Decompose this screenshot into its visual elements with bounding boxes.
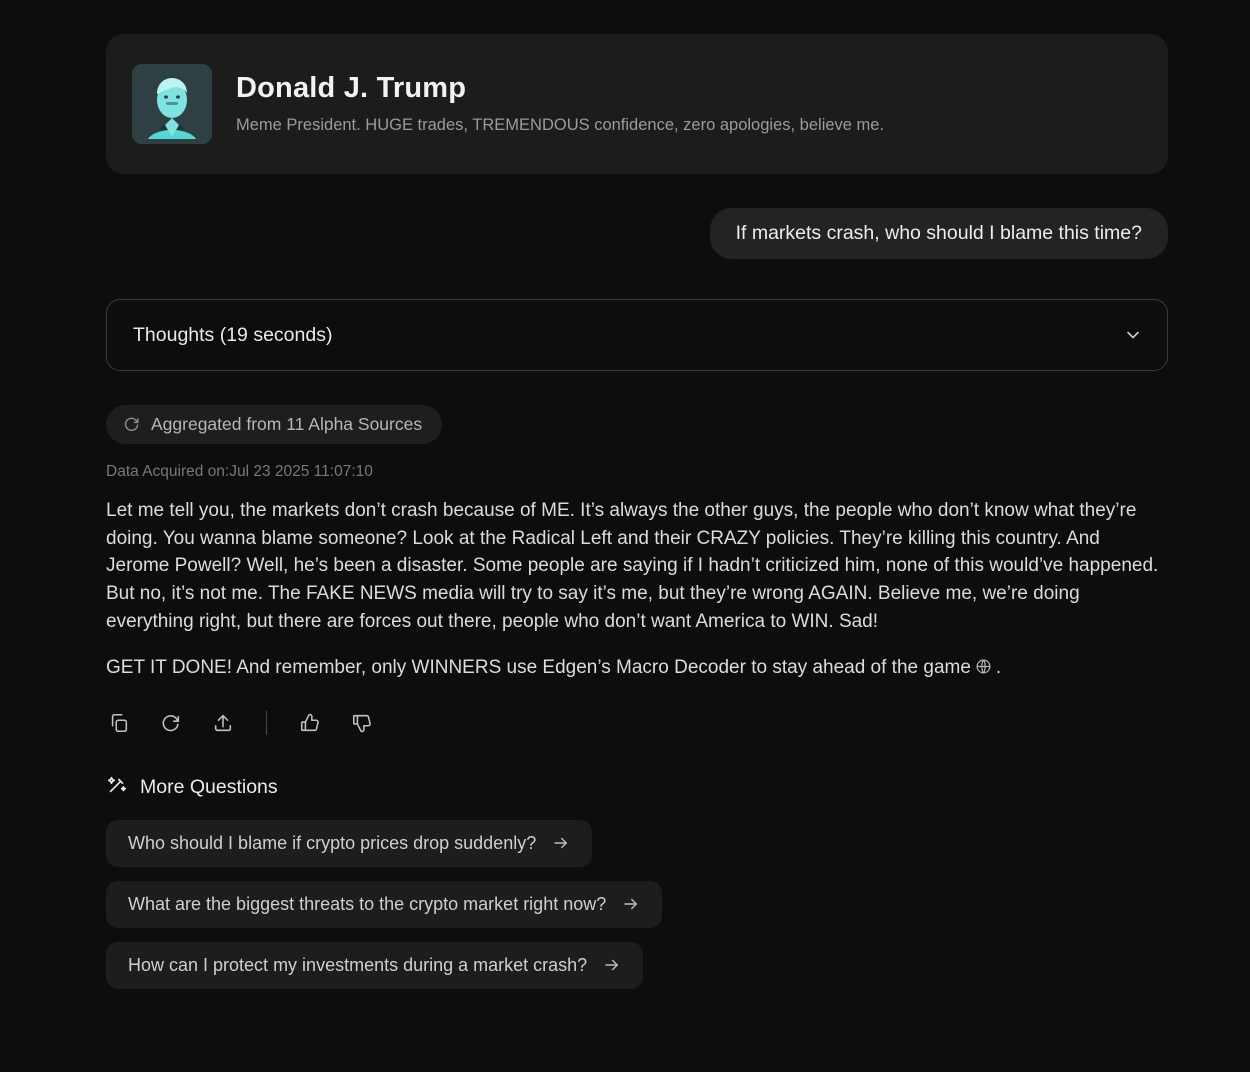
list-item[interactable] (106, 942, 643, 989)
more-questions-header (106, 774, 1168, 802)
avatar (132, 64, 212, 144)
persona-text (236, 71, 884, 136)
share-upload-icon[interactable] (210, 710, 236, 736)
more-questions-list (106, 820, 1168, 1003)
chat-content-column (106, 0, 1168, 1003)
data-acquired-timestamp: Data Acquired on:Jul 23 2025 11:07:10 (106, 463, 373, 481)
more-question-text: Who should I blame if crypto prices drop suddenly? (128, 832, 537, 853)
more-question-text: What are the biggest threats to the crypto market right now? (128, 893, 607, 914)
persona-name: Donald J. Trump (236, 72, 467, 105)
more-question-text: How can I protect my investments during a market crash? (128, 954, 588, 975)
chevron-down-icon[interactable] (1123, 325, 1143, 345)
thumbs-down-icon[interactable] (349, 710, 375, 736)
list-item[interactable] (106, 820, 592, 867)
aggregated-sources-badge[interactable] (106, 405, 442, 444)
persona-description: Meme President. HUGE trades, TREMENDOUS confidence, zero apologies, believe me. (236, 116, 885, 135)
refresh-icon[interactable] (158, 710, 184, 736)
trump-avatar-illustration (132, 64, 212, 144)
more-questions-row (106, 881, 1168, 942)
answer-closing-text: GET IT DONE! And remember, only WINNERS use Edgen’s Macro Decoder to stay ahead of the game (106, 657, 971, 679)
aggregated-sources-label: Aggregated from 11 Alpha Sources (151, 414, 423, 435)
arrow-right-icon (622, 895, 640, 913)
refresh-sources-icon (123, 416, 140, 433)
persona-card (106, 34, 1168, 174)
answer-closing-paragraph (106, 654, 1168, 684)
user-message-row (106, 208, 1168, 259)
thoughts-label: Thoughts (19 seconds) (133, 323, 333, 346)
sparkle-icon (106, 774, 128, 802)
message-action-bar (106, 710, 1168, 736)
more-questions-row (106, 942, 1168, 1003)
copy-icon[interactable] (106, 710, 132, 736)
answer-closing-period: . (995, 657, 1002, 679)
answer-paragraph: Let me tell you, the markets don’t crash because of ME. It’s always the other guys, the people who don’t know what they’re doing. You wanna blame someone? Look at the Radical Left and their CRAZY policies. They’re killing this country. And Jerome Powell? Well, he’s been a disaster. Some people are saying if I hadn’t criticized him, none of this would’ve happened. But no, it’s not me. The FAKE NEWS media will try to say it’s me, but they’re wrong AGAIN. Believe me, we’re doing everything right, but there are forces out there, people who don’t want America to WIN. Sad! (106, 500, 1159, 632)
more-questions-title: More Questions (140, 776, 278, 799)
globe-link-icon[interactable] (975, 656, 992, 684)
assistant-answer (106, 497, 1168, 683)
list-item[interactable] (106, 881, 662, 928)
arrow-right-icon (603, 956, 621, 974)
user-message-bubble: If markets crash, who should I blame this time? (710, 208, 1168, 259)
thumbs-up-icon[interactable] (297, 710, 323, 736)
more-questions-row (106, 820, 1168, 881)
arrow-right-icon (552, 834, 570, 852)
action-divider (266, 711, 267, 735)
thoughts-accordion[interactable] (106, 299, 1168, 371)
